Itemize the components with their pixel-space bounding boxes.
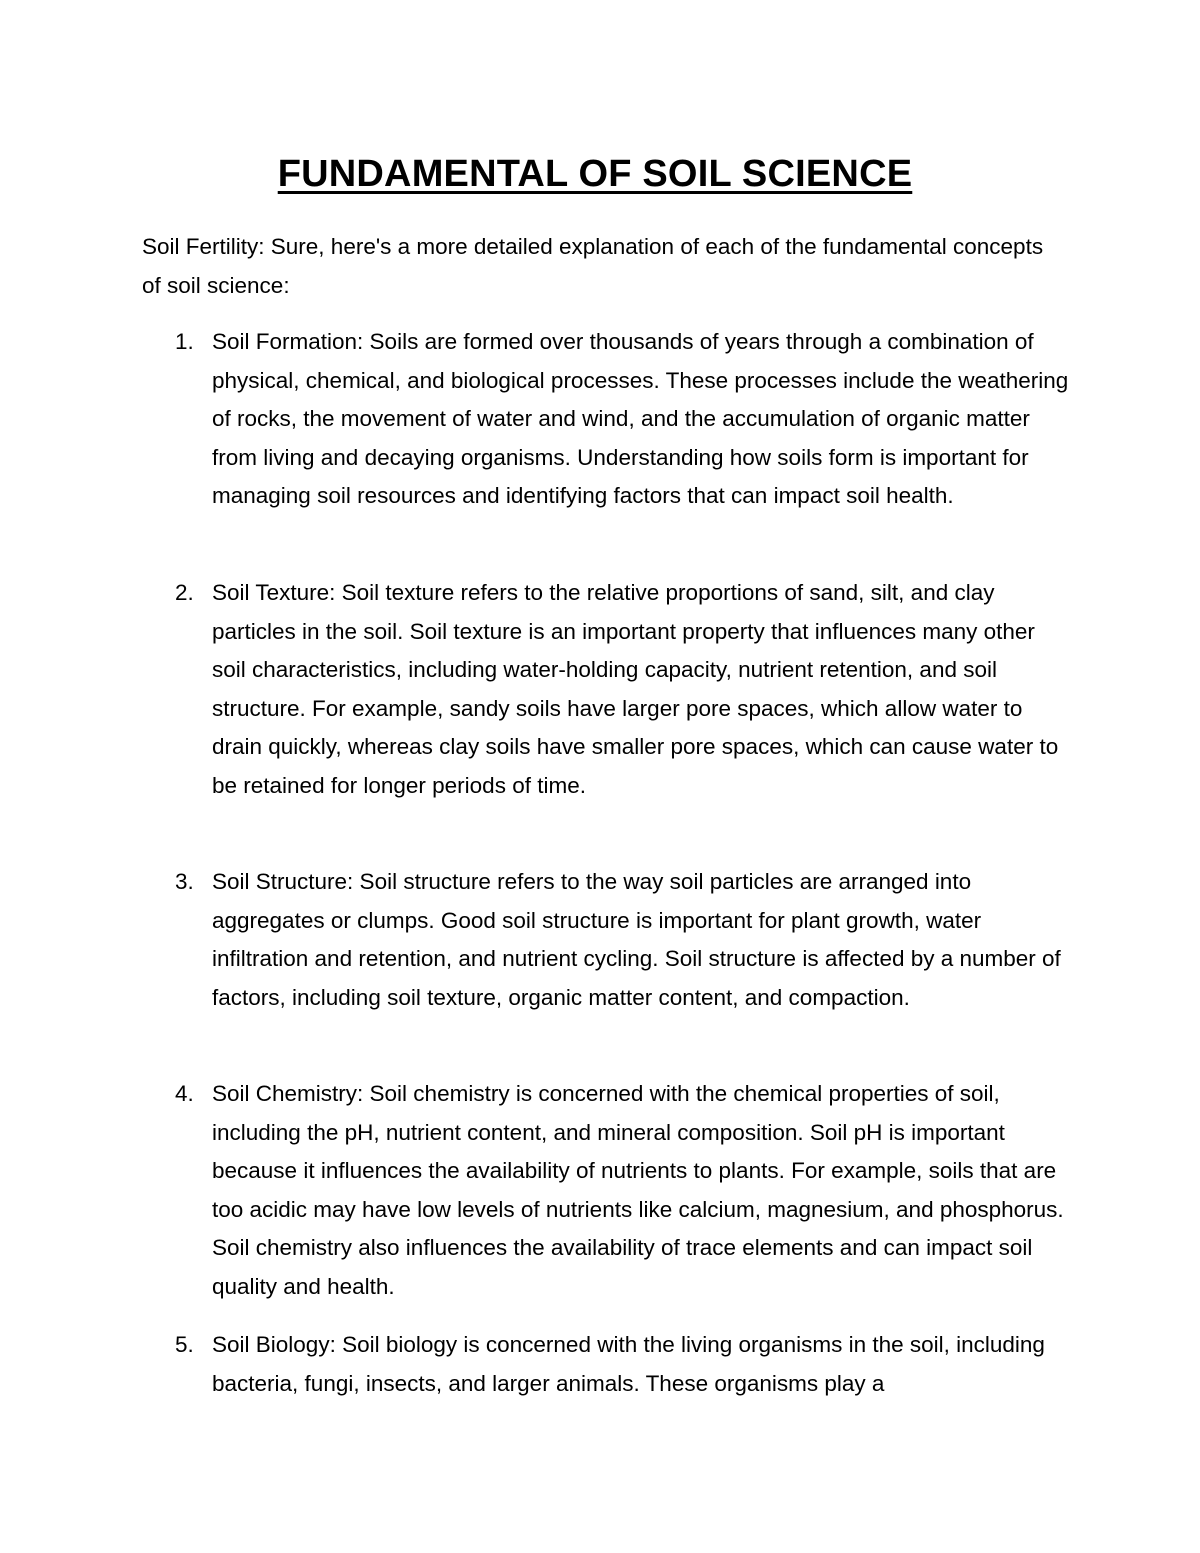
list-item-number: 4. (175, 1081, 194, 1106)
list-item-number: 2. (175, 580, 194, 605)
list-item-text: Soil Structure: Soil structure refers to the way soil particles are arranged into aggregates or clumps. Good soil structure is important for plant growth, water infiltration and retention, and nutrient cycling. Soil structure is affected by a number of factors, including soil texture, organic matter content, and compaction. (212, 869, 1061, 1010)
list-item-number: 5. (175, 1332, 194, 1357)
document-title: FUNDAMENTAL OF SOIL SCIENCE (277, 153, 913, 195)
list-item-number: 1. (175, 329, 194, 354)
list-item-number: 3. (175, 869, 194, 894)
list-item-text: Soil Formation: Soils are formed over thousands of years through a combination of physical, chemical, and biological processes. These processes include the weathering of rocks, the movement of water and wind, and the accumulation of organic matter from living and decaying organisms. Understanding how soils form is important for managing soil resources and identifying factors that can impact soil health. (212, 329, 1069, 509)
intro-paragraph: Soil Fertility: Sure, here's a more detailed explanation of each of the fundamental concepts of soil science: (142, 234, 1044, 298)
list-item-text: Soil Texture: Soil texture refers to the relative proportions of sand, silt, and clay particles in the soil. Soil texture is an important property that influences many other soil characteristics, including water-holding capacity, nutrient retention, and soil structure. For example, sandy soils have larger pore spaces, which allow water to drain quickly, whereas clay soils have smaller pore spaces, which can cause water to be retained for longer periods of time. (212, 580, 1059, 798)
list-item-text: Soil Biology: Soil biology is concerned with the living organisms in the soil, including bacteria, fungi, insects, and larger animals. These organisms play a (212, 1332, 1045, 1396)
list-item-text: Soil Chemistry: Soil chemistry is concerned with the chemical properties of soil, including the pH, nutrient content, and mineral composition. Soil pH is important because it influences the availability of nutrients to plants. For example, soils that are too acidic may have low levels of nutrients like calcium, magnesium, and phosphorus. Soil chemistry also influences the availability of trace elements and can impact soil quality and health. (212, 1081, 1064, 1299)
